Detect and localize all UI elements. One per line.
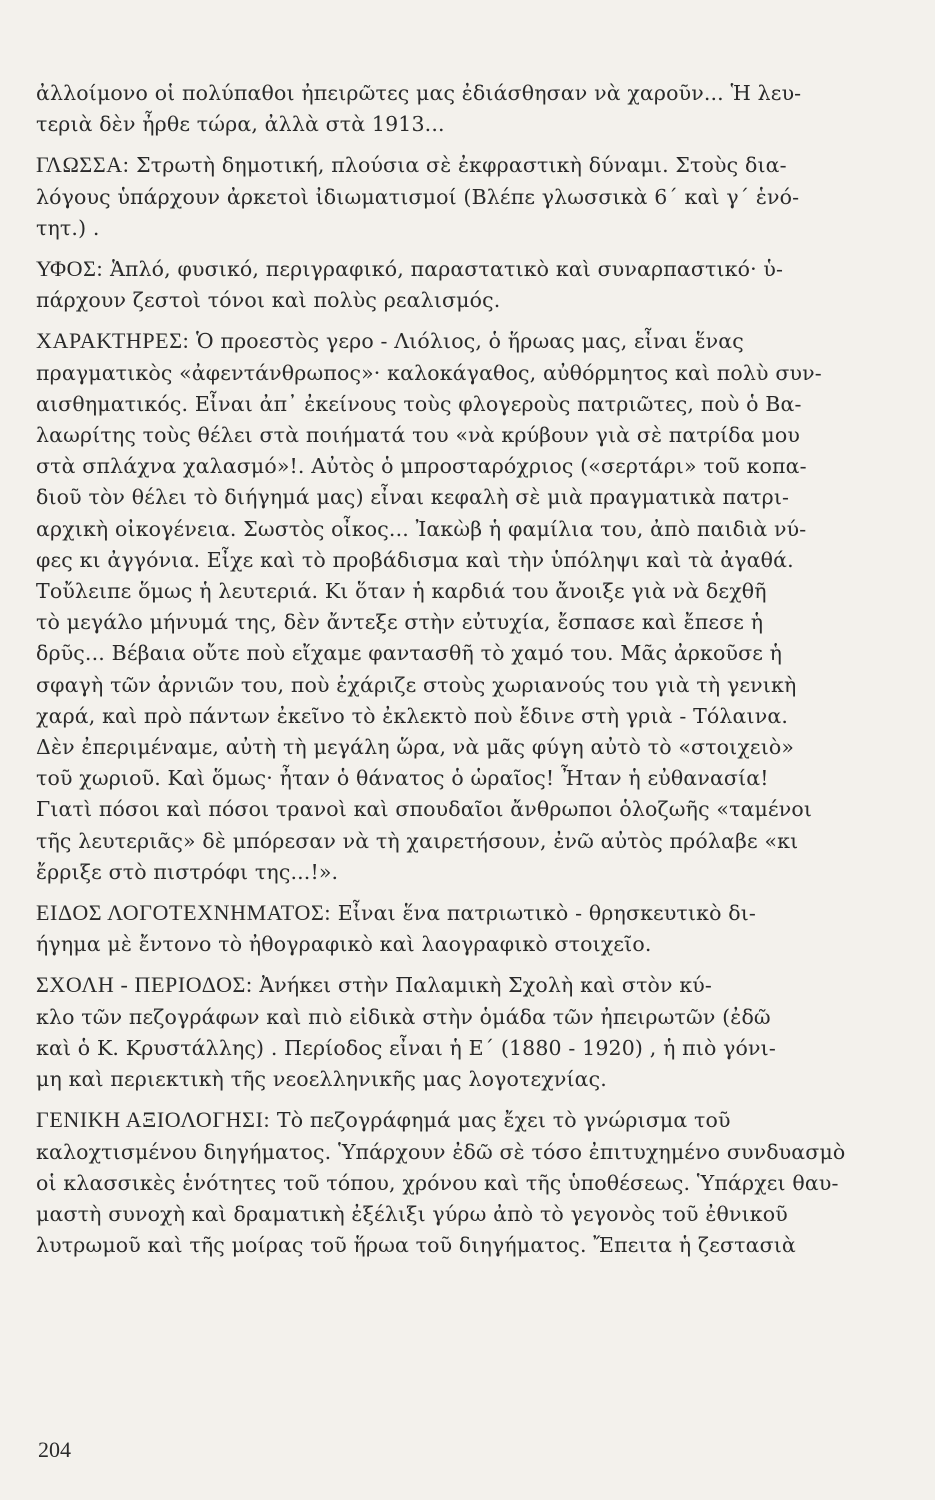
line-text: καλοχτισμένου διηγήματος. Ὑπάρχουν ἐδῶ σὲ τόσο ἐπιτυχημένο συνδυασμὸ (36, 1139, 846, 1164)
paragraph (36, 78, 892, 140)
line-text: χαρά, καὶ πρὸ πάντων ἐκεῖνο τὸ ἐκλεκτὸ ποὺ ἔδινε στὴ γριὰ - Τόλαινα. (36, 703, 788, 728)
text-line (36, 701, 892, 732)
line-text: φες κι ἀγγόνια. Εἶχε καὶ τὸ προβάδισμα καὶ τὴν ὑπόληψι καὶ τὰ ἀγαθά. (36, 547, 794, 572)
section-heading: ΣΧΟΛΗ - ΠΕΡΙΟΔΟΣ: (36, 972, 253, 998)
line-text: τὸ μεγάλο μήνυμά της, δὲν ἄντεξε στὴν εὐτυχία, ἔσπασε καὶ ἔπεσε ἡ (36, 610, 764, 635)
text-line (36, 149, 892, 181)
text-line (36, 576, 892, 607)
line-text: τητ.) . (36, 215, 100, 240)
line-text: κλο τῶν πεζογράφων καὶ πιὸ εἰδικὰ στὴν ὁμάδα τῶν ἠπειρωτῶν (ἐδῶ (36, 1004, 771, 1029)
text-line (36, 1064, 892, 1095)
text-line (36, 1230, 892, 1261)
line-text: Τοὔλειπε ὅμως ἡ λευτεριά. Κι ὅταν ἡ καρδιά του ἄνοιξε γιὰ νὰ δεχθῆ (36, 579, 767, 604)
line-text: λυτρωμοῦ καὶ τῆς μοίρας τοῦ ἥρωα τοῦ διηγήματος. Ἔπειτα ἡ ζεστασιὰ (36, 1233, 796, 1258)
text-line (36, 670, 892, 701)
text-line (36, 1168, 892, 1199)
line-text: καὶ ὁ Κ. Κρυστάλλης) . Περίοδος εἶναι ἡ Ε΄ (1880 - 1920) , ἡ πιὸ γόνι- (36, 1035, 776, 1060)
line-text: ἔρριξε στὸ πιστρόφι της...!». (36, 859, 339, 884)
line-text: δρῦς... Βέβαια οὔτε ποὺ εἴχαμε φαντασθῆ τὸ χαμό του. Μᾶς ἀρκοῦσε ἡ (36, 641, 783, 666)
line-text: τοῦ χωριοῦ. Καὶ ὅμως· ἦταν ὁ θάνατος ὁ ὡραῖος! Ἦταν ἡ εὐθανασία! (36, 766, 769, 791)
line-text: λόγους ὑπάρχουν ἀρκετοὶ ἰδιωματισμοί (Βλέπε γλωσσικὰ 6΄ καὶ γ΄ ἑνό- (36, 184, 800, 209)
section-heading: ΥΦΟΣ: (36, 256, 104, 282)
text-line (36, 482, 892, 513)
text-line (36, 420, 892, 451)
text-line (36, 1033, 892, 1064)
line-text: αισθηματικός. Εἶναι ἀπ᾿ ἐκείνους τοὺς φλογεροὺς πατριῶτες, ποὺ ὁ Βα- (36, 391, 802, 416)
line-text: Γιατὶ πόσοι καὶ πόσοι τρανοὶ καὶ σπουδαῖοι ἄνθρωποι ὁλοζωῆς «ταμένοι (36, 797, 813, 822)
page-text (36, 78, 892, 1270)
paragraph (36, 897, 892, 960)
text-line (36, 929, 892, 960)
line-text: στὰ σπλάχνα χαλασμό»!. Αὐτὸς ὁ μπροσταρόχριος («σερτάρι» τοῦ κοπα- (36, 454, 807, 479)
line-text: Τὸ πεζογράφημά μας ἔχει τὸ γνώρισμα τοῦ (270, 1108, 731, 1133)
paragraph (36, 149, 892, 244)
text-line (36, 389, 892, 420)
paragraph (36, 1104, 892, 1261)
text-line (36, 857, 892, 888)
section-heading: ΧΑΡΑΚΤΗΡΕΣ: (36, 328, 190, 354)
text-line (36, 213, 892, 244)
line-text: Στρωτὴ δημοτική, πλούσια σὲ ἐκφραστικὴ δύναμι. Στοὺς δια- (129, 153, 787, 178)
text-line (36, 897, 892, 929)
text-line (36, 732, 892, 763)
line-text: ήγημα μὲ ἔντονο τὸ ἠθογραφικὸ καὶ λαογραφικὸ στοιχεῖο. (36, 932, 652, 957)
paragraph (36, 969, 892, 1095)
text-line (36, 826, 892, 857)
section-heading: ΕΙΔΟΣ ΛΟΓΟΤΕΧΝΗΜΑΤΟΣ: (36, 900, 332, 926)
paragraph (36, 325, 892, 888)
text-line (36, 182, 892, 213)
page-number: 204 (38, 1437, 71, 1462)
text-line (36, 1104, 892, 1136)
line-text: αρχικὴ οἰκογένεια. Σωστὸς οἶκος... Ἰακὼβ ἡ φαμίλια του, ἀπὸ παιδιὰ νύ- (36, 516, 807, 541)
text-line (36, 514, 892, 545)
line-text: οἱ κλασσικὲς ἑνότητες τοῦ τόπου, χρόνου καὶ τῆς ὑποθέσεως. Ὑπάρχει θαυ- (36, 1170, 839, 1195)
line-text: σφαγὴ τῶν ἀρνιῶν του, ποὺ ἐχάριζε στοὺς χωριανούς του γιὰ τὴ γενικὴ (36, 672, 797, 697)
line-text: τῆς λευτεριᾶς» δὲ μπόρεσαν νὰ τὴ χαιρετήσουν, ἐνῶ αὐτὸς πρόλαβε «κι (36, 828, 799, 853)
text-line (36, 325, 892, 357)
text-line (36, 607, 892, 638)
line-text: ἀλλοίμονο οἱ πολύπαθοι ἠπειρῶτες μας ἐδιάσθησαν νὰ χαροῦν... Ἡ λευ- (36, 81, 802, 105)
text-line (36, 451, 892, 482)
line-text: Ἁπλό, φυσικό, περιγραφικό, παραστατικὸ καὶ συναρπαστικό· ὑ- (103, 257, 784, 282)
text-line (36, 78, 892, 109)
text-line (36, 638, 892, 669)
line-text: μη καὶ περιεκτικὴ τῆς νεοελληνικῆς μας λογοτεχνίας. (36, 1067, 607, 1092)
text-line (36, 285, 892, 316)
text-line (36, 1199, 892, 1230)
text-line (36, 358, 892, 389)
text-line (36, 969, 892, 1001)
line-text: λαωρίτης τοὺς θέλει στὰ ποιήματά του «νὰ κρύβουν γιὰ σὲ πατρίδα μου (36, 423, 801, 448)
text-line (36, 1137, 892, 1168)
line-text: Εἶναι ἕνα πατριωτικὸ - θρησκευτικὸ δι- (331, 901, 756, 926)
text-line (36, 109, 892, 140)
section-heading: ΓΛΩΣΣΑ: (36, 152, 130, 178)
text-line (36, 763, 892, 794)
line-text: μαστὴ συνοχὴ καὶ δραματικὴ ἐξέλιξι γύρω ἀπὸ τὸ γεγονὸς τοῦ ἐθνικοῦ (36, 1201, 788, 1226)
line-text: Δὲν ἐπεριμέναμε, αὐτὴ τὴ μεγάλη ὥρα, νὰ μᾶς φύγη αὐτὸ τὸ «στοιχειὸ» (36, 735, 795, 760)
text-line (36, 1002, 892, 1033)
line-text: διοῦ τὸν θέλει τὸ διήγημά μας) εἶναι κεφαλὴ σὲ μιὰ πραγματικὰ πατρι- (36, 485, 790, 510)
line-text: Ὁ προεστὸς γερο - Λιόλιος, ὁ ἥρωας μας, εἶναι ἕνας (189, 329, 744, 354)
text-line (36, 253, 892, 285)
line-text: πάρχουν ζεστοὶ τόνοι καὶ πολὺς ρεαλισμός. (36, 288, 501, 313)
text-line (36, 794, 892, 825)
paragraph (36, 253, 892, 316)
line-text: πραγματικὸς «ἀφεντάνθρωπος»· καλοκάγαθος, αὐθόρμητος καὶ πολὺ συν- (36, 360, 822, 385)
section-heading: ΓΕΝΙΚΗ ΑΞΙΟΛΟΓΗΣΙ: (36, 1107, 271, 1133)
line-text: τεριὰ δὲν ἦρθε τώρα, ἀλλὰ στὰ 1913... (36, 112, 445, 137)
line-text: Ἀνήκει στὴν Παλαμικὴ Σχολὴ καὶ στὸν κύ- (252, 973, 712, 998)
text-line (36, 545, 892, 576)
